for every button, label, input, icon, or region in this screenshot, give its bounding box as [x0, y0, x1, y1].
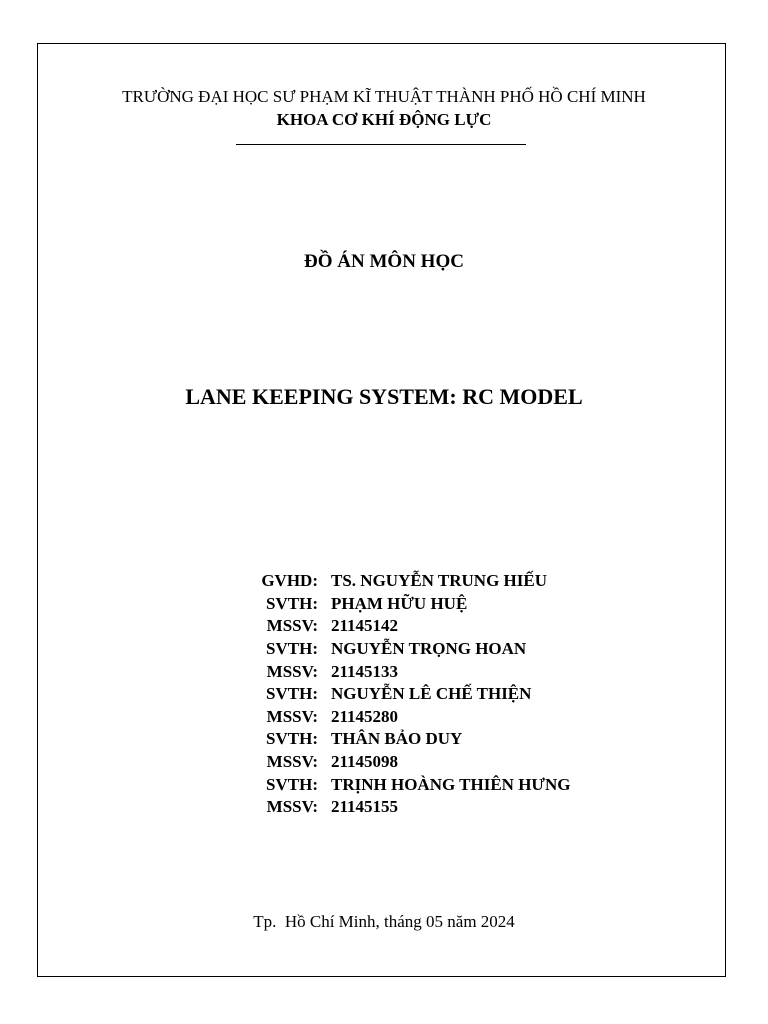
- member-value: 21145098: [331, 752, 399, 772]
- header-divider: [236, 144, 526, 145]
- university-name: TRƯỜNG ĐẠI HỌC SƯ PHẠM KĨ THUẬT THÀNH PHỐ HỒ CHÍ MINH: [122, 87, 646, 106]
- document-type: ĐỒ ÁN MÔN HỌC: [304, 251, 464, 272]
- member-value: 21145280: [331, 706, 399, 726]
- document-title: LANE KEEPING SYSTEM: RC MODEL: [185, 384, 583, 409]
- student-id-row: [250, 615, 570, 638]
- member-list: [250, 570, 570, 819]
- place-and-date: Tp. Hồ Chí Minh, tháng 05 năm 2024: [253, 912, 515, 931]
- member-label: SVTH:: [266, 774, 318, 794]
- member-label: MSSV:: [266, 706, 318, 726]
- member-label: MSSV:: [266, 616, 318, 636]
- member-value: 21145133: [331, 661, 399, 681]
- advisor-row: [250, 570, 570, 593]
- member-label: MSSV:: [266, 661, 318, 681]
- student-id-row: [250, 706, 570, 729]
- member-value: NGUYỄN TRỌNG HOAN: [331, 639, 527, 659]
- member-label: GVHD:: [261, 571, 318, 591]
- member-value: 21145142: [331, 616, 399, 636]
- student-row: [250, 728, 570, 751]
- member-value: THÂN BẢO DUY: [331, 729, 463, 749]
- member-label: SVTH:: [266, 729, 318, 749]
- member-value: 21145155: [331, 797, 399, 817]
- member-label: SVTH:: [266, 684, 318, 704]
- faculty-name: KHOA CƠ KHÍ ĐỘNG LỰC: [276, 110, 492, 129]
- member-label: SVTH:: [266, 639, 318, 659]
- student-id-row: [250, 751, 570, 774]
- member-value: TS. NGUYỄN TRUNG HIẾU: [331, 571, 548, 591]
- student-row: [250, 683, 570, 706]
- member-value: TRỊNH HOÀNG THIÊN HƯNG: [331, 774, 571, 794]
- member-label: MSSV:: [266, 752, 318, 772]
- student-row: [250, 593, 570, 616]
- member-label: MSSV:: [266, 797, 318, 817]
- member-value: NGUYỄN LÊ CHẾ THIỆN: [331, 684, 532, 704]
- page-border: [37, 43, 726, 977]
- student-row: [250, 773, 570, 796]
- student-id-row: [250, 796, 570, 819]
- member-label: SVTH:: [266, 593, 318, 613]
- member-value: PHẠM HỮU HUỆ: [331, 593, 468, 613]
- student-row: [250, 638, 570, 661]
- student-id-row: [250, 660, 570, 683]
